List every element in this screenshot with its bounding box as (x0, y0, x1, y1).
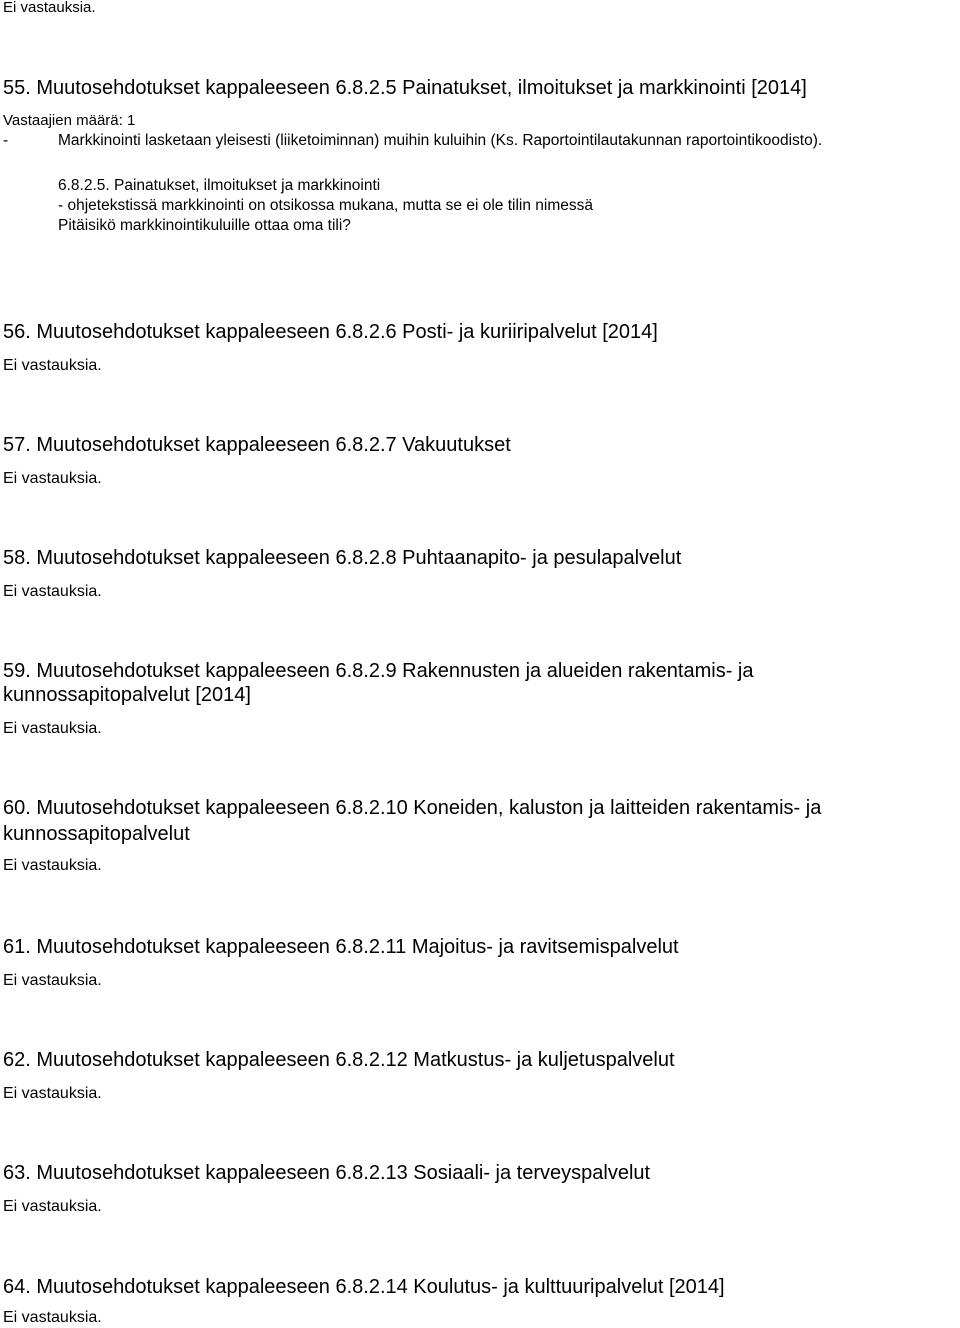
no-answers-text: Ei vastauksia. (3, 857, 102, 874)
answer-dash: - (3, 132, 9, 149)
question-55-heading: 55. Muutosehdotukset kappaleeseen 6.8.2.5 Painatukset, ilmoitukset ja markkinointi [2014] (3, 77, 807, 99)
question-heading: 61. Muutosehdotukset kappaleeseen 6.8.2.11 Majoitus- ja ravitsemispalvelut (3, 936, 679, 958)
question-heading-continued: kunnossapitopalvelut (3, 823, 190, 845)
no-answers-text: Ei vastauksia. (3, 720, 102, 737)
no-answers-text: Ei vastauksia. (3, 470, 102, 487)
question-heading: 63. Muutosehdotukset kappaleeseen 6.8.2.13 Sosiaali- ja terveyspalvelut (3, 1162, 651, 1184)
question-heading: 62. Muutosehdotukset kappaleeseen 6.8.2.12 Matkustus- ja kuljetuspalvelut (3, 1049, 675, 1071)
no-answers-text: Ei vastauksia. (3, 1198, 102, 1215)
comment-title: 6.8.2.5. Painatukset, ilmoitukset ja markkinointi (58, 177, 381, 194)
respondent-count: Vastaajien määrä: 1 (3, 112, 136, 129)
question-heading-continued: kunnossapitopalvelut [2014] (3, 684, 251, 706)
question-heading: 57. Muutosehdotukset kappaleeseen 6.8.2.7 Vakuutukset (3, 434, 511, 456)
no-answers-text: Ei vastauksia. (3, 583, 102, 600)
no-answers-text: Ei vastauksia. (3, 972, 102, 989)
question-heading: 56. Muutosehdotukset kappaleeseen 6.8.2.6 Posti- ja kuriiripalvelut [2014] (3, 321, 658, 343)
previous-answer-fragment: Ei vastauksia. (3, 0, 96, 16)
answer-text: Markkinointi lasketaan yleisesti (liiketoiminnan) muihin kuluihin (Ks. Raportointilautakunnan raportointikoodisto). (58, 132, 823, 149)
question-heading: 60. Muutosehdotukset kappaleeseen 6.8.2.10 Koneiden, kaluston ja laitteiden rakentamis- ja (3, 797, 822, 819)
no-answers-text: Ei vastauksia. (3, 1309, 102, 1326)
comment-line-2: Pitäisikö markkinointikuluille ottaa oma tili? (58, 217, 351, 234)
no-answers-text: Ei vastauksia. (3, 1085, 102, 1102)
comment-line-1: - ohjetekstissä markkinointi on otsikossa mukana, mutta se ei ole tilin nimessä (58, 197, 593, 214)
no-answers-text: Ei vastauksia. (3, 357, 102, 374)
question-heading: 58. Muutosehdotukset kappaleeseen 6.8.2.8 Puhtaanapito- ja pesulapalvelut (3, 547, 682, 569)
question-heading: 59. Muutosehdotukset kappaleeseen 6.8.2.9 Rakennusten ja alueiden rakentamis- ja (3, 660, 754, 682)
question-heading: 64. Muutosehdotukset kappaleeseen 6.8.2.14 Koulutus- ja kulttuuripalvelut [2014] (3, 1276, 725, 1298)
